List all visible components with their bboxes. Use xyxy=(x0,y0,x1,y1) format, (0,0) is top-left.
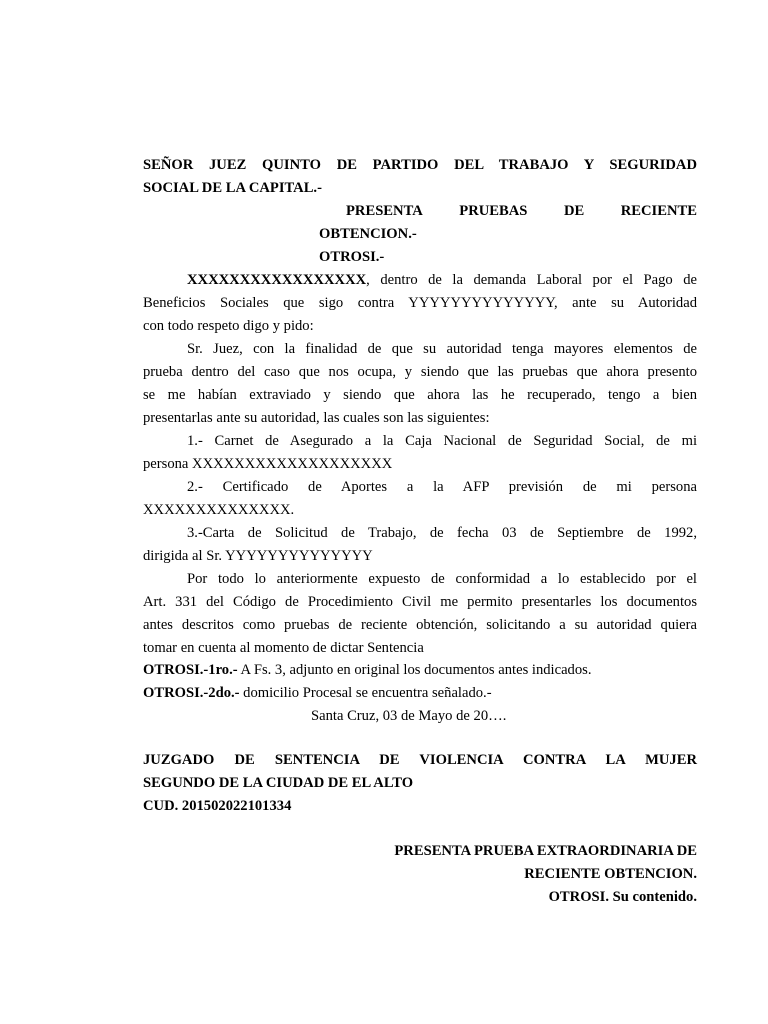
sumilla-line-1 xyxy=(346,201,697,221)
para2-line-2: Art. 331 del Código de Procedimiento Civil me permito presentarles los documentos xyxy=(143,594,697,610)
para1-line-2: prueba dentro del caso que nos ocupa, y siendo que las pruebas que ahora presento xyxy=(143,364,697,380)
para2-line-4: tomar en cuenta al momento de dictar Sentencia xyxy=(143,640,424,656)
item2-line-1: 2.- Certificado de Aportes a la AFP previsión de mi persona xyxy=(187,479,697,495)
otrosi-1-text: A Fs. 3, adjunto en original los documentos antes indicados. xyxy=(237,662,592,678)
item2-line-2: XXXXXXXXXXXXXX. xyxy=(143,502,295,518)
intro-text: , dentro de la demanda Laboral por el Pago de xyxy=(366,272,697,288)
address-line-2: SOCIAL DE LA CAPITAL.- xyxy=(143,180,322,196)
para1-line-4: presentarlas ante su autoridad, las cuales son las siguientes: xyxy=(143,410,490,426)
otrosi-2-label: OTROSI.-2do.- xyxy=(143,685,240,701)
item3-line-1: 3.-Carta de Solicitud de Trabajo, de fecha 03 de Septiembre de 1992, xyxy=(187,525,697,541)
para2-line-1: Por todo lo anteriormente expuesto de conformidad a lo establecido por el xyxy=(187,571,697,587)
intro-line-1 xyxy=(187,270,697,290)
otrosi-2 xyxy=(143,683,697,703)
intro-line-2: Beneficios Sociales que sigo contra YYYYYYYYYYYYYY, ante su Autoridad xyxy=(143,295,697,311)
court-line-1: JUZGADO DE SENTENCIA DE VIOLENCIA CONTRA LA MUJER xyxy=(143,752,697,768)
sumilla2-line-2: RECIENTE OBTENCION. xyxy=(524,866,697,882)
para2-line-3: antes descritos como pruebas de reciente obtención, solicitando a su autoridad quiera xyxy=(143,617,697,633)
intro-line-3: con todo respeto digo y pido: xyxy=(143,318,314,334)
plaintiff-name: XXXXXXXXXXXXXXXXX xyxy=(187,272,367,288)
court-line-2: SEGUNDO DE LA CIUDAD DE EL ALTO xyxy=(143,775,414,791)
sumilla2-line-3: OTROSI. Su contenido. xyxy=(548,889,697,905)
otrosi-1 xyxy=(143,660,697,680)
item1-line-1: 1.- Carnet de Asegurado a la Caja Nacional de Seguridad Social, de mi xyxy=(187,433,697,449)
case-number: CUD. 201502022101334 xyxy=(143,798,292,814)
sumilla-line-3: OTROSI.- xyxy=(319,249,385,265)
sumilla-word: PRUEBAS xyxy=(459,203,528,219)
sumilla-word: DE xyxy=(563,203,585,219)
para1-line-1: Sr. Juez, con la finalidad de que su autoridad tenga mayores elementos de xyxy=(187,341,697,357)
address-line-1: SEÑOR JUEZ QUINTO DE PARTIDO DEL TRABAJO Y SEGURIDAD xyxy=(143,157,697,173)
sumilla2-line-1: PRESENTA PRUEBA EXTRAORDINARIA DE xyxy=(394,843,697,859)
place-date: Santa Cruz, 03 de Mayo de 20…. xyxy=(311,708,507,724)
item1-line-2: persona XXXXXXXXXXXXXXXXXXX xyxy=(143,456,393,472)
sumilla-line-2: OBTENCION.- xyxy=(319,226,417,242)
item3-line-2: dirigida al Sr. YYYYYYYYYYYYYY xyxy=(143,548,373,564)
sumilla-word: PRESENTA xyxy=(346,203,423,219)
para1-line-3: se me habían extraviado y siendo que ahora las he recuperado, tengo a bien xyxy=(143,387,697,403)
otrosi-2-text: domicilio Procesal se encuentra señalado.- xyxy=(239,685,492,701)
otrosi-1-label: OTROSI.-1ro.- xyxy=(143,662,238,678)
sumilla-word: RECIENTE xyxy=(620,203,697,219)
